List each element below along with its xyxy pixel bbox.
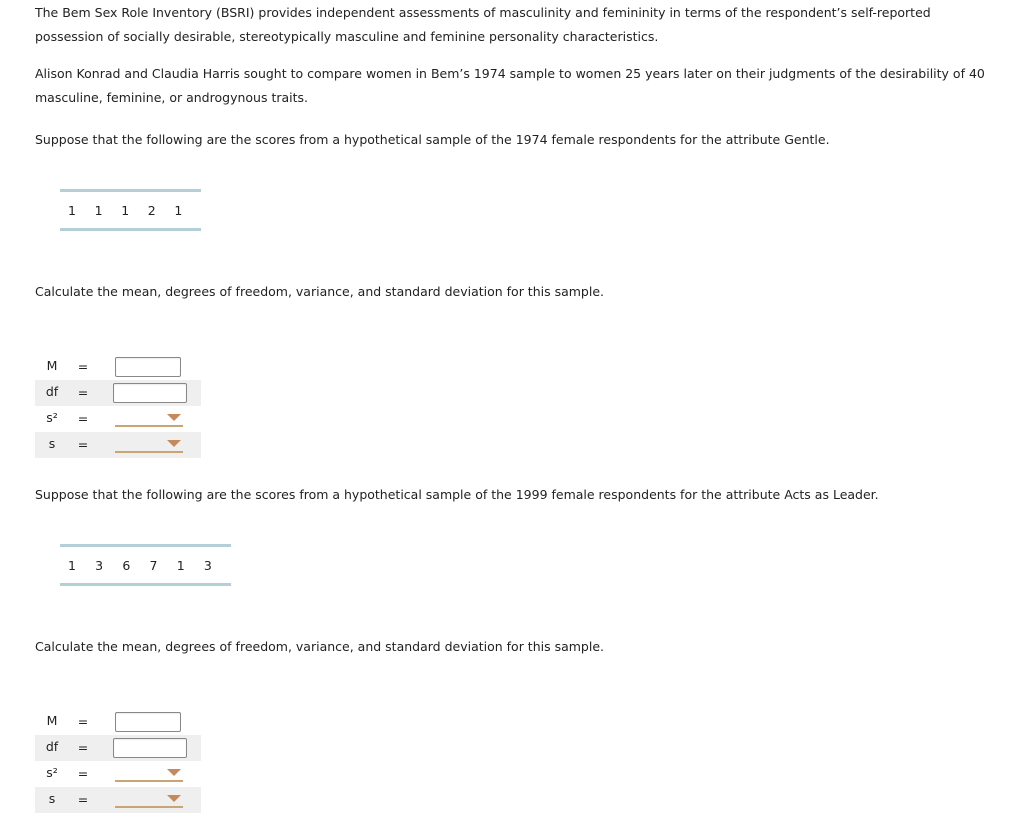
dropdown-arrow-icon [167,795,181,802]
variance-symbol: s² [46,410,58,425]
intro-paragraph-1: The Bem Sex Role Inventory (BSRI) provides independent assessments of masculinity and femininity in terms of the respondent’s self-reported possession of socially desirable, stereotypically masculine and feminine personality characteristics. [35,5,931,44]
sd-row [35,787,201,813]
sample1-calc-table [35,354,201,458]
variance-symbol: s² [46,765,58,780]
sample1-variance-dropdown[interactable] [115,413,183,427]
score-value: 1 [176,557,185,573]
dropdown-arrow-icon [167,414,181,421]
mean-symbol: M [46,713,58,728]
sd-row [35,432,201,458]
sample2-scores-table [60,544,231,586]
sample2-instruction: Calculate the mean, degrees of freedom, variance, and standard deviation for this sample. [35,639,605,654]
score-value: 1 [94,202,103,218]
equals-sign: = [77,740,89,755]
variance-row [35,406,201,432]
sample2-prompt: Suppose that the following are the scores from a hypothetical sample of the 1999 female respondents for the attribute Acts as Leader. [35,487,879,502]
df-symbol: df [45,384,59,399]
score-value: 1 [121,202,130,218]
df-symbol: df [45,739,59,754]
mean-row [35,709,201,735]
sample1-scores-table [60,189,201,231]
equals-sign: = [77,437,89,452]
score-value: 2 [147,202,156,218]
score-value: 1 [174,202,183,218]
equals-sign: = [77,714,89,729]
sample2-sd-dropdown[interactable] [115,794,183,808]
sample2-mean-input[interactable] [115,712,181,732]
equals-sign: = [77,385,89,400]
sample1-prompt: Suppose that the following are the scores from a hypothetical sample of the 1974 female respondents for the attribute Gentle. [35,132,830,147]
score-value: 1 [68,557,76,573]
sample2-calc-table [35,709,201,813]
score-value: 3 [203,557,212,573]
sample1-df-input[interactable] [113,383,187,403]
equals-sign: = [77,359,89,374]
equals-sign: = [77,792,89,807]
equals-sign: = [77,411,89,426]
equals-sign: = [77,766,89,781]
score-value: 3 [95,557,104,573]
score-value: 6 [122,557,131,573]
sample1-instruction: Calculate the mean, degrees of freedom, variance, and standard deviation for this sample. [35,284,605,299]
score-value: 1 [68,202,76,218]
dropdown-arrow-icon [167,769,181,776]
sample2-df-input[interactable] [113,738,187,758]
sd-symbol: s [48,436,56,451]
sd-symbol: s [48,791,56,806]
mean-symbol: M [46,358,58,373]
sample2-variance-dropdown[interactable] [115,768,183,782]
variance-row [35,761,201,787]
sample1-mean-input[interactable] [115,357,181,377]
df-row [35,735,201,761]
mean-row [35,354,201,380]
df-row [35,380,201,406]
intro-paragraph-2: Alison Konrad and Claudia Harris sought to compare women in Bem’s 1974 sample to women 25 years later on their judgments of the desirability of 40 masculine, feminine, or androgynous traits. [35,66,985,105]
dropdown-arrow-icon [167,440,181,447]
sample1-sd-dropdown[interactable] [115,439,183,453]
score-value: 7 [149,557,158,573]
